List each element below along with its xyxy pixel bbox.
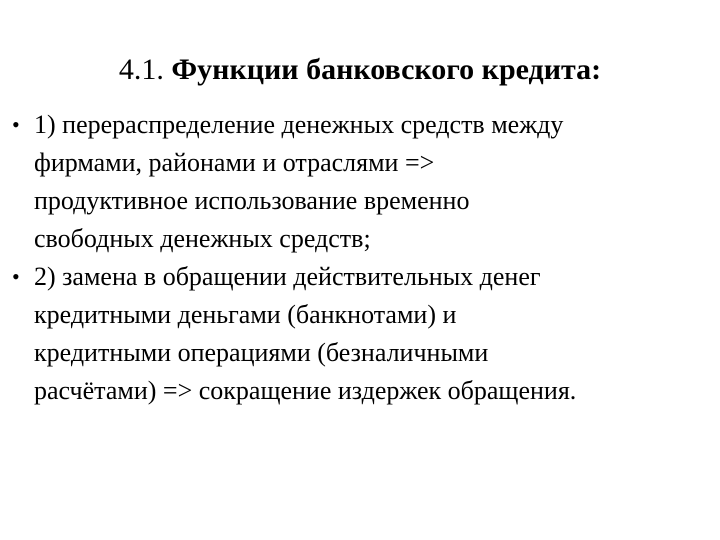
title-number: 4.1. [118, 53, 164, 86]
bullet-2-line-4: расчётами) => сокращение издержек обращения. [34, 376, 577, 405]
title-text: Функции банковского кредита: [171, 53, 602, 86]
bullet-2-line-2: кредитными деньгами (банкнотами) и [34, 300, 457, 329]
bullet-2-line-3: кредитными операциями (безналичными [34, 338, 489, 367]
bullet-item-2 [0, 258, 710, 410]
bullet-icon: • [12, 264, 20, 289]
slide-title [0, 50, 720, 90]
bullet-1-line-3: продуктивное использование временно [34, 186, 470, 215]
bullet-1-line-2: фирмами, районами и отраслями => [34, 148, 435, 177]
bullet-icon: • [12, 112, 20, 137]
bullet-2-line-1: 2) замена в обращении действительных денег [34, 262, 541, 291]
bullet-item-1 [0, 106, 710, 258]
bullet-1-line-1: 1) перераспределение денежных средств между [34, 110, 564, 139]
bullet-1-line-4: свободных денежных средств; [34, 224, 371, 253]
bullet-list [0, 106, 720, 410]
